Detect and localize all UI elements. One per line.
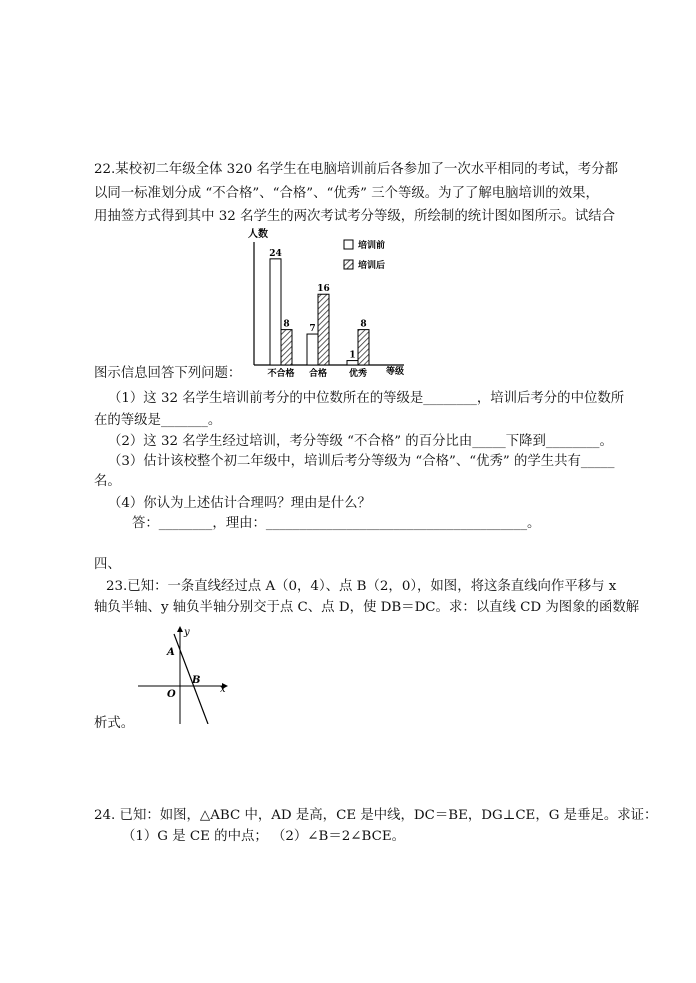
legend-swatch-after [344, 260, 353, 269]
q22-part1-b: 在的等级是_______。 [94, 413, 222, 428]
graph-label-y: y [184, 627, 190, 638]
graph-line-ab [174, 634, 208, 724]
q24-line-1: 24. 已知：如图，△ABC 中，AD 是高，CE 是中线，DC＝BE，DG⊥CE，G 是垂足。求证： [94, 808, 658, 823]
y-axis-label: 人数 [248, 229, 268, 240]
bar-before-合格 [307, 334, 318, 365]
bar-after-不合格 [281, 330, 292, 365]
data-label-before-不合格: 24 [269, 248, 282, 259]
line-graph-figure [134, 624, 234, 724]
q22-line-3: 用抽签方式得到其中 32 名学生的两次考试考分等级，所绘制的统计图如图所示。试结合 [94, 209, 616, 224]
q23-line-2: 轴负半轴、y 轴负半轴分别交于点 C、点 D，使 DB＝DC。求：以直线 CD 为图象的函数解 [94, 600, 640, 615]
q22-line-2: 以同一标准划分成 “不合格”、“合格”、“优秀” 三个等级。为了了解电脑培训的效果， [94, 186, 599, 201]
q22-line-1: 22.某校初二年级全体 320 名学生在电脑培训前后各参加了一次水平相同的考试，考分都 [94, 162, 619, 177]
tick-label-合格: 合格 [308, 369, 328, 378]
graph-label-b: B [192, 675, 201, 686]
legend-swatch-before [344, 240, 353, 249]
q23-line-1: 23.已知：一条直线经过点 A（0，4）、点 B（2，0），如图，将这条直线向作平移与 x [106, 579, 617, 594]
data-label-after-不合格: 8 [283, 319, 290, 330]
bar-chart [240, 228, 420, 378]
legend-label-after: 培训后 [358, 261, 386, 271]
legend-label-before: 培训前 [358, 241, 386, 251]
q22-answer-line: 答：________，理由：_______________________________________。 [132, 516, 541, 531]
data-label-before-合格: 7 [309, 324, 316, 335]
q22-part2: （2）这 32 名学生经过培训，考分等级 “不合格” 的百分比由_____下降到________。 [108, 434, 613, 449]
tick-label-不合格: 不合格 [267, 369, 295, 378]
q22-part3-a: （3）估计该校整个初二年级中，培训后考分等级为 “合格”、“优秀” 的学生共有_____ [108, 454, 615, 469]
bar-after-优秀 [358, 330, 369, 365]
tick-label-优秀: 优秀 [348, 369, 368, 378]
graph-label-x: x [220, 684, 226, 695]
graph-label-o: O [167, 689, 176, 700]
data-label-before-优秀: 1 [349, 350, 356, 361]
q22-part1-a: （1）这 32 名学生培训前考分的中位数所在的等级是________，培训后考分的中位数所 [108, 391, 625, 406]
bar-after-合格 [318, 294, 329, 365]
q23-line-3: 析式。 [94, 716, 135, 731]
bar-before-不合格 [270, 259, 281, 365]
section-heading-4: 四、 [94, 557, 121, 572]
q22-part4: （4）你认为上述估计合理吗？理由是什么？ [108, 496, 371, 511]
q24-line-2: （1）G 是 CE 的中点； （2）∠B＝2∠BCE。 [122, 829, 405, 844]
data-label-after-优秀: 8 [360, 319, 367, 330]
q22-part3-b: 名。 [94, 474, 121, 489]
data-label-after-合格: 16 [317, 284, 330, 295]
graph-label-a: A [167, 647, 175, 658]
bar-before-优秀 [347, 361, 358, 365]
q22-line-4: 图示信息回答下列问题： [94, 366, 242, 381]
y-axis-arrow-icon [177, 626, 183, 632]
x-axis-label: 等级 [386, 367, 405, 377]
